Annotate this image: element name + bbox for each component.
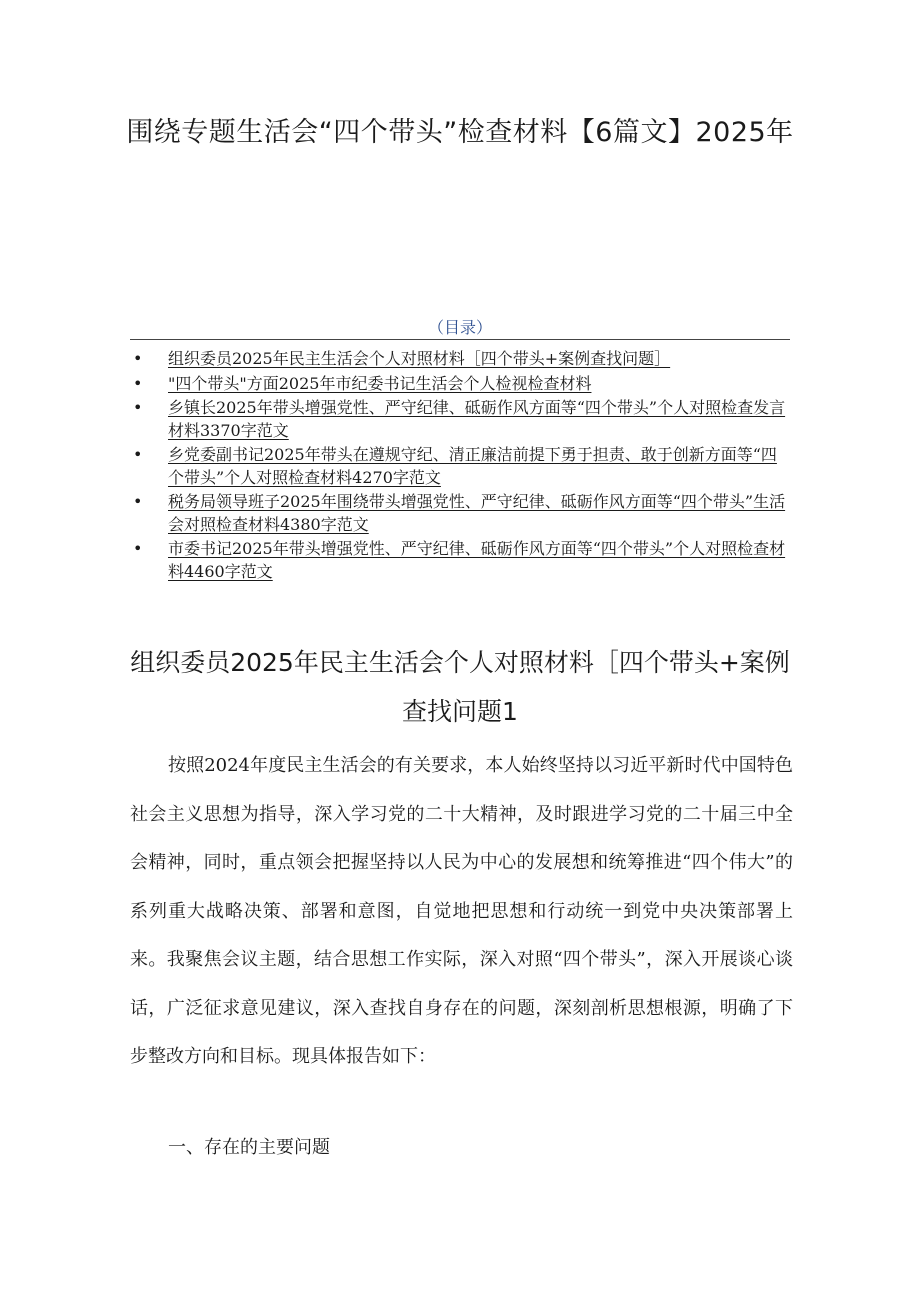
bullet-icon: •	[133, 349, 143, 368]
toc-divider	[130, 339, 790, 340]
body-paragraph: 按照2024年度民主生活会的有关要求，本人始终坚持以习近平新时代中国特色社会主义思想为指导，深入学习党的二十大精神，及时跟进学习党的二十届三中全会精神，同时，重点领会把握坚持以人民为中心的发展想和统筹推进“四个伟大”的系列重大战略决策、部署和意图，自觉地把思想和行动统一到党中央决策部署上来。我聚焦会议主题，结合思想工作实际，深入对照“四个带头”，深入开展谈心谈话，广泛征求意见建议，深入查找自身存在的问题，深刻剖析思想根源，明确了下步整改方向和目标。现具体报告如下：	[130, 755, 793, 1067]
bullet-icon: •	[133, 445, 143, 464]
toc-item	[130, 348, 790, 371]
bullet-icon: •	[133, 492, 143, 511]
toc-item	[130, 538, 790, 583]
toc-link-2[interactable]: "四个带头"方面2025年市纪委书记生活会个人检视检查材料	[168, 373, 592, 393]
toc-item	[130, 373, 790, 396]
toc-link-4[interactable]: 乡党委副书记2025年带头在遵规守纪、清正廉洁前提下勇于担责、敢于创新方面等“四个带头”个人对照检查材料4270字范文	[168, 445, 777, 487]
toc-link-6[interactable]: 市委书记2025年带头增强党性、严守纪律、砥砺作风方面等“四个带头”个人对照检查材料4460字范文	[168, 539, 786, 581]
toc-item	[130, 491, 790, 536]
document-title: 围绕专题生活会“四个带头”检查材料【6篇文】2025年	[126, 117, 794, 148]
toc-item	[130, 444, 790, 489]
toc-link-5[interactable]: 税务局领导班子2025年围绕带头增强党性、严守纪律、砥砺作风方面等“四个带头”生活会对照检查材料4380字范文	[168, 492, 786, 534]
section-title: 组织委员2025年民主生活会个人对照材料［四个带头+案例查找问题1	[130, 648, 790, 726]
section-subheading: 一、存在的主要问题	[168, 1137, 330, 1158]
toc-link-3[interactable]: 乡镇长2025年带头增强党性、严守纪律、砥砺作风方面等“四个带头”个人对照检查发言材料3370字范文	[168, 398, 786, 440]
bullet-icon: •	[133, 373, 143, 393]
toc-item	[130, 397, 790, 442]
table-of-contents	[130, 348, 790, 585]
toc-heading: （目录）	[427, 318, 492, 337]
toc-link-1[interactable]: 组织委员2025年民主生活会个人对照材料［四个带头+案例查找问题］	[168, 349, 671, 368]
bullet-icon: •	[133, 398, 143, 417]
bullet-icon: •	[133, 539, 143, 558]
